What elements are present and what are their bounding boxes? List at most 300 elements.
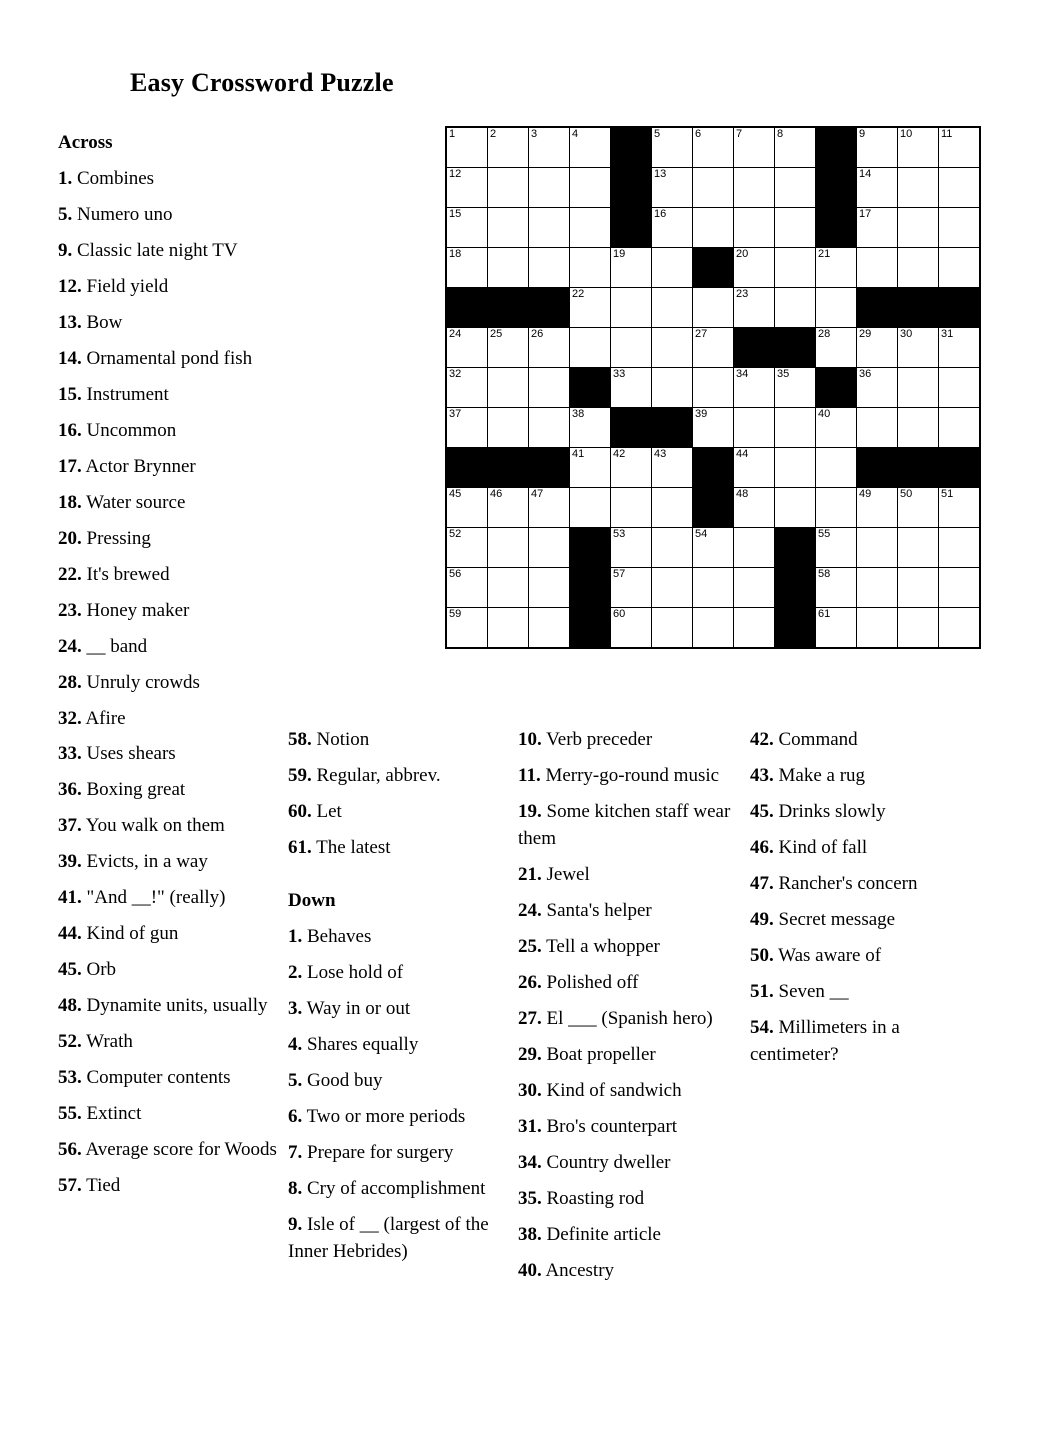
clue-text: Polished off [541,971,639,993]
grid-cell[interactable] [816,608,857,649]
grid-cell[interactable] [570,248,611,288]
clue-text: Behaves [302,925,372,947]
clue-item [288,835,500,862]
clue-number: 56. [58,1139,82,1161]
clue-column-4 [750,727,980,1078]
grid-cell-block [611,168,652,208]
grid-cell[interactable] [734,528,775,568]
clue-text: It's brewed [81,563,170,585]
clue-text: Isle of __ (largest of the Inner Hebrides) [288,1213,489,1262]
clue-text: Merry-go-round music [540,764,720,786]
clue-item [58,957,280,984]
grid-cell[interactable] [529,248,570,288]
clue-text: Roasting rod [541,1187,645,1209]
grid-row [446,328,980,368]
grid-cell[interactable] [857,408,898,448]
grid-cell[interactable] [693,127,734,168]
clue-number: 4. [288,1033,303,1055]
grid-row [446,488,980,528]
clue-item [58,490,280,517]
grid-cell-block [611,127,652,168]
clue-item [518,1258,736,1285]
grid-cell[interactable] [898,328,939,368]
grid-cell[interactable] [446,368,488,408]
grid-cell[interactable] [734,127,775,168]
clue-text: Seven __ [773,980,849,1002]
grid-cell[interactable] [898,248,939,288]
grid-cell-number: 53 [613,528,626,540]
clue-number: 23. [58,599,82,621]
grid-cell[interactable] [939,408,981,448]
grid-cell-number: 18 [449,248,462,260]
grid-cell[interactable] [488,168,529,208]
grid-cell[interactable] [488,248,529,288]
grid-cell[interactable] [939,208,981,248]
across-clue-list-part2 [288,727,500,862]
grid-cell[interactable] [529,127,570,168]
clue-item [58,706,280,733]
clue-text: Field yield [81,275,169,297]
grid-cell-block [898,448,939,488]
grid-cell[interactable] [898,208,939,248]
grid-cell[interactable] [611,528,652,568]
crossword-grid[interactable] [445,126,981,649]
grid-cell-number: 29 [859,328,872,340]
grid-cell[interactable] [570,127,611,168]
grid-cell-block [611,208,652,248]
clue-text: Wrath [81,1031,133,1053]
grid-cell[interactable] [775,127,816,168]
grid-cell-number: 55 [818,528,831,540]
grid-cell[interactable] [446,248,488,288]
grid-cell-block [775,608,816,649]
grid-cell[interactable] [529,568,570,608]
grid-cell[interactable] [611,488,652,528]
grid-cell[interactable] [570,288,611,328]
grid-cell-block [775,568,816,608]
clue-item [58,1173,280,1200]
grid-cell-number: 43 [654,448,667,460]
grid-cell-number: 37 [449,408,462,420]
clue-number: 14. [58,347,82,369]
grid-cell[interactable] [693,288,734,328]
grid-cell[interactable] [693,568,734,608]
clue-item [58,1101,280,1128]
clue-text: Numero uno [72,203,173,225]
grid-cell[interactable] [611,608,652,649]
clue-number: 45. [750,800,774,822]
grid-cell-block [693,448,734,488]
clue-text: You walk on them [81,815,225,837]
grid-cell[interactable] [652,288,693,328]
grid-cell[interactable] [734,368,775,408]
grid-cell[interactable] [446,488,488,528]
clue-number: 9. [288,1213,303,1235]
clue-text: Let [311,800,342,822]
grid-cell[interactable] [652,168,693,208]
grid-cell[interactable] [816,288,857,328]
across-clue-list-part1 [58,166,280,1200]
grid-cell[interactable] [446,328,488,368]
clue-number: 35. [518,1187,542,1209]
grid-cell[interactable] [693,368,734,408]
grid-cell[interactable] [529,208,570,248]
grid-cell[interactable] [652,488,693,528]
grid-cell[interactable] [570,208,611,248]
clue-number: 5. [58,203,73,225]
clue-text: Two or more periods [302,1105,466,1127]
clue-item [58,921,280,948]
clue-number: 32. [58,707,82,729]
grid-cell[interactable] [570,488,611,528]
grid-cell[interactable] [693,168,734,208]
grid-cell[interactable] [488,127,529,168]
grid-cell[interactable] [816,448,857,488]
clue-text: "And __!" (really) [81,887,226,909]
grid-cell[interactable] [898,368,939,408]
grid-cell[interactable] [816,328,857,368]
clue-text: Kind of gun [81,923,179,945]
grid-cell[interactable] [693,328,734,368]
grid-cell[interactable] [734,408,775,448]
grid-row [446,608,980,649]
grid-cell[interactable] [775,288,816,328]
grid-cell[interactable] [734,288,775,328]
grid-cell[interactable] [775,248,816,288]
clue-text: Unruly crowds [81,671,200,693]
grid-cell[interactable] [939,488,981,528]
grid-cell[interactable] [652,448,693,488]
grid-cell[interactable] [652,248,693,288]
grid-cell[interactable] [488,528,529,568]
grid-cell[interactable] [488,368,529,408]
grid-cell[interactable] [939,168,981,208]
clue-item [58,849,280,876]
grid-cell-number: 38 [572,408,585,420]
grid-cell[interactable] [939,608,981,649]
grid-cell-number: 46 [490,488,503,500]
grid-cell-number: 52 [449,528,462,540]
grid-cell[interactable] [816,528,857,568]
grid-cell[interactable] [611,368,652,408]
grid-cell[interactable] [939,368,981,408]
clue-number: 50. [750,944,774,966]
grid-row [446,127,980,168]
grid-cell[interactable] [857,248,898,288]
grid-cell[interactable] [652,127,693,168]
clue-number: 38. [518,1223,542,1245]
clue-number: 17. [58,455,82,477]
clue-number: 55. [58,1103,82,1125]
grid-cell[interactable] [446,168,488,208]
clue-number: 20. [58,527,82,549]
grid-cell-number: 35 [777,368,790,380]
grid-cell-number: 26 [531,328,544,340]
clue-item [288,924,500,951]
grid-cell[interactable] [693,408,734,448]
grid-cell[interactable] [734,248,775,288]
grid-cell[interactable] [488,408,529,448]
grid-cell[interactable] [857,528,898,568]
grid-cell[interactable] [693,528,734,568]
clue-text: Average score for Woods [81,1139,277,1161]
grid-cell[interactable] [939,127,981,168]
grid-cell[interactable] [652,608,693,649]
grid-cell[interactable] [898,408,939,448]
grid-row [446,408,980,448]
clue-text: Prepare for surgery [302,1141,454,1163]
clue-item [750,763,980,790]
grid-cell[interactable] [939,568,981,608]
grid-cell[interactable] [734,488,775,528]
grid-row [446,448,980,488]
grid-cell[interactable] [939,328,981,368]
grid-cell-block [488,288,529,328]
grid-cell[interactable] [734,448,775,488]
grid-cell[interactable] [734,608,775,649]
grid-cell-number: 49 [859,488,872,500]
grid-cell[interactable] [857,168,898,208]
clue-text: Evicts, in a way [81,851,208,873]
grid-cell[interactable] [570,168,611,208]
grid-cell[interactable] [488,488,529,528]
clue-item [288,1032,500,1059]
clue-number: 46. [750,836,774,858]
grid-cell[interactable] [734,168,775,208]
grid-cell[interactable] [611,328,652,368]
grid-cell[interactable] [529,368,570,408]
grid-row [446,568,980,608]
grid-cell[interactable] [898,568,939,608]
clue-number: 47. [750,872,774,894]
grid-cell[interactable] [775,208,816,248]
grid-cell-number: 36 [859,368,872,380]
grid-cell[interactable] [611,568,652,608]
clue-item [288,1104,500,1131]
clue-item [750,871,980,898]
grid-cell-block [570,608,611,649]
grid-cell[interactable] [570,408,611,448]
grid-cell-number: 33 [613,368,626,380]
clue-text: Uncommon [81,419,177,441]
clue-number: 57. [58,1175,82,1197]
grid-cell[interactable] [529,528,570,568]
grid-cell[interactable] [857,568,898,608]
grid-cell[interactable] [652,328,693,368]
grid-cell[interactable] [693,208,734,248]
clue-text: Was aware of [773,944,882,966]
grid-cell[interactable] [611,448,652,488]
clue-item [518,1006,736,1033]
grid-cell-number: 14 [859,168,872,180]
grid-cell-number: 3 [531,128,538,140]
clue-number: 10. [518,729,542,750]
clue-item [750,835,980,862]
grid-cell[interactable] [446,568,488,608]
clue-item [750,979,980,1006]
grid-cell-number: 20 [736,248,749,260]
grid-cell[interactable] [446,608,488,649]
grid-cell-block [816,208,857,248]
grid-cell[interactable] [570,328,611,368]
grid-cell[interactable] [693,608,734,649]
grid-cell-number: 19 [613,248,626,260]
grid-cell-number: 42 [613,448,626,460]
grid-cell[interactable] [939,528,981,568]
grid-cell[interactable] [898,608,939,649]
grid-cell-number: 45 [449,488,462,500]
grid-cell[interactable] [857,368,898,408]
grid-cell[interactable] [446,208,488,248]
clue-text: Ancestry [541,1259,615,1281]
clue-number: 31. [518,1115,542,1137]
grid-cell[interactable] [488,608,529,649]
clue-text: Dynamite units, usually [81,995,268,1017]
clue-item [518,1078,736,1105]
grid-cell-number: 56 [449,568,462,580]
grid-cell-number: 32 [449,368,462,380]
grid-cell[interactable] [529,488,570,528]
grid-cell[interactable] [446,528,488,568]
grid-cell[interactable] [611,248,652,288]
grid-cell[interactable] [652,368,693,408]
grid-cell[interactable] [611,288,652,328]
clue-number: 2. [288,961,303,983]
grid-cell[interactable] [775,488,816,528]
down-clue-list-part1 [288,924,500,1266]
clue-number: 7. [288,1141,303,1163]
clue-item [518,934,736,961]
grid-cell-block [816,127,857,168]
clue-item [58,454,280,481]
clue-number: 11. [518,764,541,786]
clue-item [58,274,280,301]
clue-number: 37. [58,815,82,837]
grid-cell[interactable] [488,328,529,368]
clue-number: 15. [58,383,82,405]
clue-item [58,166,280,193]
grid-cell[interactable] [857,488,898,528]
clue-text: Honey maker [81,599,190,621]
grid-cell[interactable] [734,568,775,608]
clue-number: 24. [518,899,542,921]
clue-text: Kind of fall [773,836,868,858]
clue-number: 6. [288,1105,303,1127]
grid-cell-number: 6 [695,128,702,140]
grid-cell[interactable] [529,328,570,368]
grid-cell[interactable] [529,168,570,208]
clue-item [58,741,280,768]
clue-item [58,202,280,229]
across-heading: Across [58,132,113,153]
crossword-grid-table[interactable] [445,126,981,649]
grid-cell-number: 24 [449,328,462,340]
grid-cell-number: 31 [941,328,954,340]
clue-number: 29. [518,1043,542,1065]
grid-cell[interactable] [488,208,529,248]
grid-cell[interactable] [857,608,898,649]
clue-item [58,993,280,1020]
clue-number: 16. [58,419,82,441]
grid-cell[interactable] [529,608,570,649]
grid-cell-number: 23 [736,288,749,300]
grid-cell-number: 40 [818,408,831,420]
grid-cell[interactable] [857,208,898,248]
clue-number: 59. [288,764,312,786]
clue-number: 19. [518,800,542,822]
grid-cell[interactable] [775,448,816,488]
grid-cell-number: 15 [449,208,462,220]
grid-cell[interactable] [570,448,611,488]
grid-cell[interactable] [529,408,570,448]
clue-item [518,1186,736,1213]
grid-cell[interactable] [734,208,775,248]
clue-item [58,885,280,912]
grid-cell[interactable] [652,568,693,608]
clue-number: 48. [58,995,82,1017]
grid-cell-number: 60 [613,608,626,620]
clue-text: Tell a whopper [541,935,660,957]
grid-cell[interactable] [898,528,939,568]
clue-item [288,1176,500,1203]
grid-cell-block [734,328,775,368]
grid-row [446,168,980,208]
grid-cell[interactable] [816,248,857,288]
clue-text: Jewel [541,863,590,885]
down-heading: Down [288,889,336,911]
grid-cell[interactable] [898,127,939,168]
clue-number: 40. [518,1259,542,1281]
grid-cell[interactable] [898,488,939,528]
grid-cell-block [570,568,611,608]
clue-text: Drinks slowly [773,800,886,822]
clue-item [288,763,500,790]
clue-text: Bow [81,311,123,333]
grid-cell[interactable] [857,127,898,168]
grid-cell[interactable] [488,568,529,608]
grid-cell[interactable] [816,408,857,448]
grid-cell-block [611,408,652,448]
clue-number: 34. [518,1151,542,1173]
grid-cell-number: 61 [818,608,831,620]
clue-text: Command [773,729,858,750]
grid-cell[interactable] [775,408,816,448]
clue-text: Tied [81,1175,121,1197]
clue-number: 61. [288,836,312,858]
grid-cell[interactable] [939,248,981,288]
grid-cell[interactable] [446,408,488,448]
grid-cell[interactable] [816,488,857,528]
clue-column-1 [58,130,280,1209]
grid-cell[interactable] [775,368,816,408]
grid-cell[interactable] [816,568,857,608]
grid-cell[interactable] [652,208,693,248]
down-clue-list-part2 [518,727,736,1285]
clue-text: Boxing great [81,779,186,801]
clue-text: Secret message [773,908,896,930]
grid-cell[interactable] [775,168,816,208]
clue-item [288,996,500,1023]
grid-cell[interactable] [857,328,898,368]
grid-cell-number: 12 [449,168,462,180]
grid-cell[interactable] [446,127,488,168]
grid-cell-block [816,168,857,208]
grid-cell[interactable] [652,528,693,568]
grid-cell[interactable] [898,168,939,208]
clue-text: Pressing [81,527,151,549]
grid-cell-number: 44 [736,448,749,460]
grid-cell-block [816,368,857,408]
